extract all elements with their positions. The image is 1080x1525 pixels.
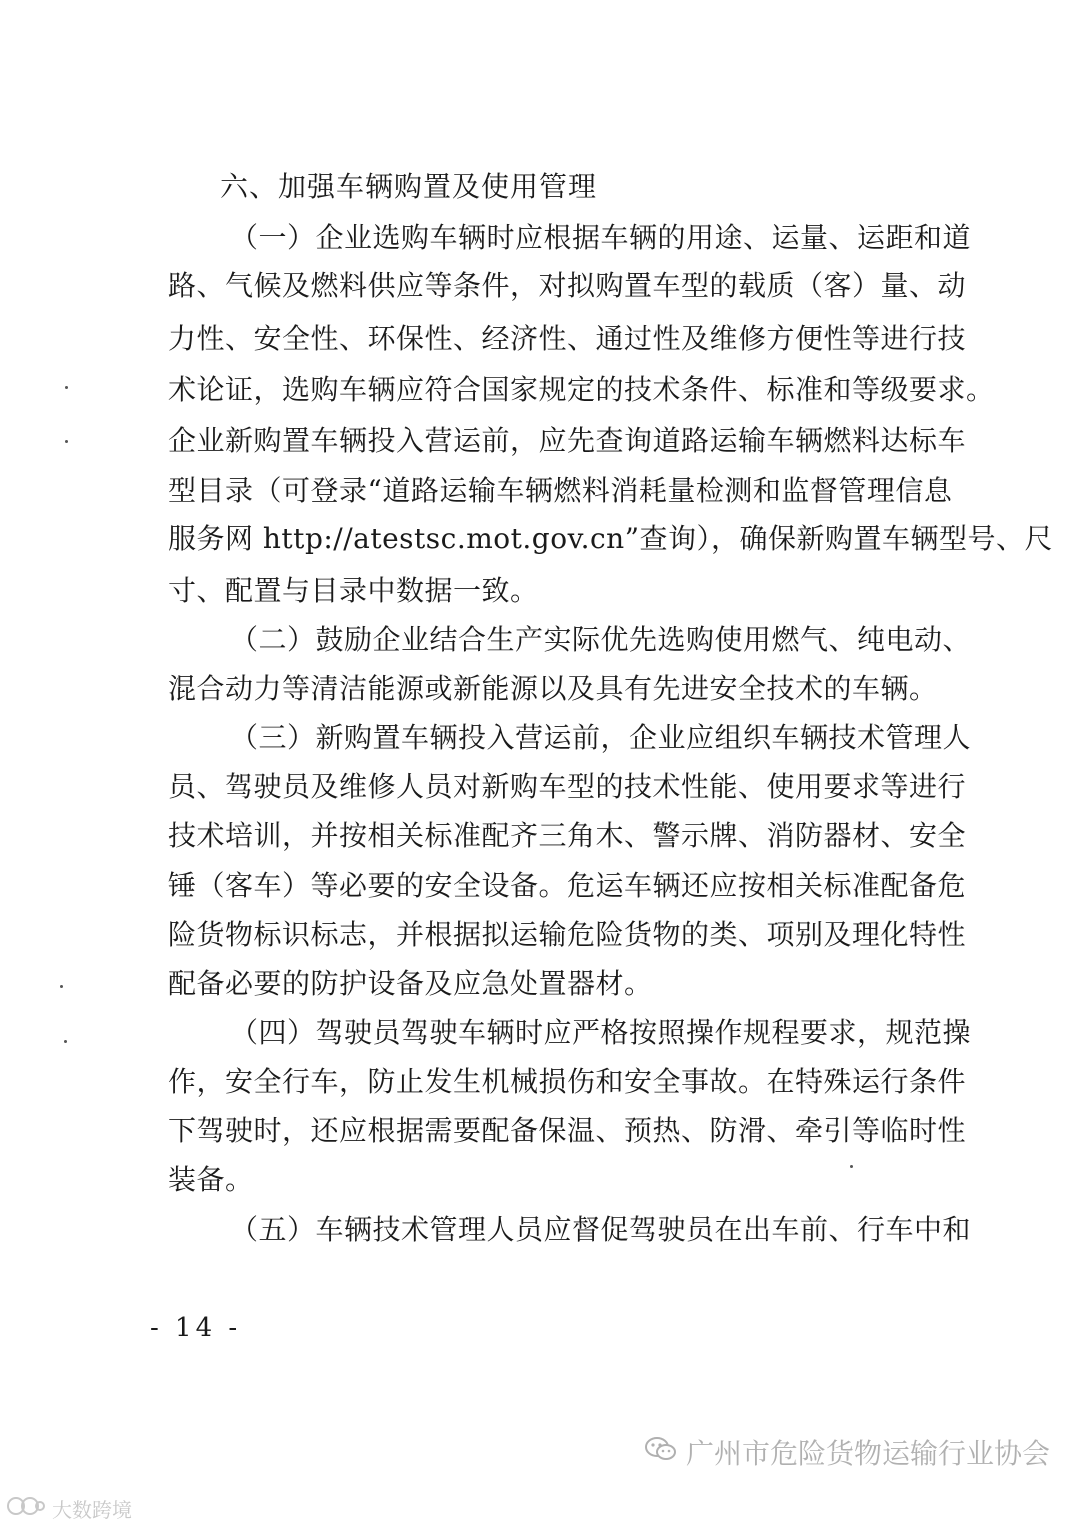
text-line: （五）车辆技术管理人员应督促驾驶员在出车前、行车中和 bbox=[230, 1213, 972, 1246]
text-line: 作，安全行车，防止发生机械损伤和安全事故。在特殊运行条件 bbox=[168, 1065, 967, 1098]
text-line: （一）企业选购车辆时应根据车辆的用途、运量、运距和道 bbox=[230, 221, 972, 254]
text-line: 配备必要的防护设备及应急处置器材。 bbox=[168, 967, 653, 1000]
watermark-association bbox=[644, 1432, 1050, 1472]
watermark-text: 广州市危险货物运输行业协会 bbox=[685, 1437, 1050, 1470]
wechat-icon bbox=[644, 1435, 678, 1470]
text-line: （二）鼓励企业结合生产实际优先选购使用燃气、纯电动、 bbox=[230, 623, 972, 656]
logo-icon bbox=[6, 1495, 46, 1522]
text-line: 险货物标识标志，并根据拟运输危险货物的类、项别及理化特性 bbox=[168, 918, 967, 951]
scan-speck bbox=[60, 985, 63, 988]
text-line: 锤（客车）等必要的安全设备。危运车辆还应按相关标准配备危 bbox=[168, 869, 967, 902]
scan-speck bbox=[65, 440, 68, 443]
text-line: 企业新购置车辆投入营运前，应先查询道路运输车辆燃料达标车 bbox=[168, 424, 967, 457]
text-line: 术论证，选购车辆应符合国家规定的技术条件、标准和等级要求。 bbox=[168, 373, 995, 406]
watermark-brand bbox=[6, 1494, 132, 1523]
text-line: 混合动力等清洁能源或新能源以及具有先进安全技术的车辆。 bbox=[168, 672, 938, 705]
text-line: 寸、配置与目录中数据一致。 bbox=[168, 574, 539, 607]
text-line: 装备。 bbox=[168, 1163, 254, 1196]
page-number: - 14 - bbox=[150, 1313, 242, 1343]
text-line: 型目录（可登录“道路运输车辆燃料消耗量检测和监督管理信息 bbox=[168, 474, 953, 507]
text-line: 力性、安全性、环保性、经济性、通过性及维修方便性等进行技 bbox=[168, 322, 967, 355]
text-line: （四）驾驶员驾驶车辆时应严格按照操作规程要求，规范操 bbox=[230, 1016, 972, 1049]
text-line: 员、驾驶员及维修人员对新购车型的技术性能、使用要求等进行 bbox=[168, 770, 967, 803]
text-line: 技术培训，并按相关标准配齐三角木、警示牌、消防器材、安全 bbox=[168, 819, 967, 852]
text-line: （三）新购置车辆投入营运前，企业应组织车辆技术管理人 bbox=[230, 721, 972, 754]
text-line: 路、气候及燃料供应等条件，对拟购置车型的载质（客）量、动 bbox=[168, 269, 967, 302]
scan-speck bbox=[850, 1165, 853, 1168]
section-heading: 六、加强车辆购置及使用管理 bbox=[220, 170, 598, 203]
watermark-text: 大数跨境 bbox=[52, 1498, 132, 1522]
scan-speck bbox=[65, 386, 68, 389]
scan-speck bbox=[64, 1040, 67, 1043]
text-line: 下驾驶时，还应根据需要配备保温、预热、防滑、牵引等临时性 bbox=[168, 1114, 967, 1147]
text-line: 服务网 http://atestsc.mot.gov.cn”查询），确保新购置车辆型号、尺 bbox=[168, 522, 1054, 555]
